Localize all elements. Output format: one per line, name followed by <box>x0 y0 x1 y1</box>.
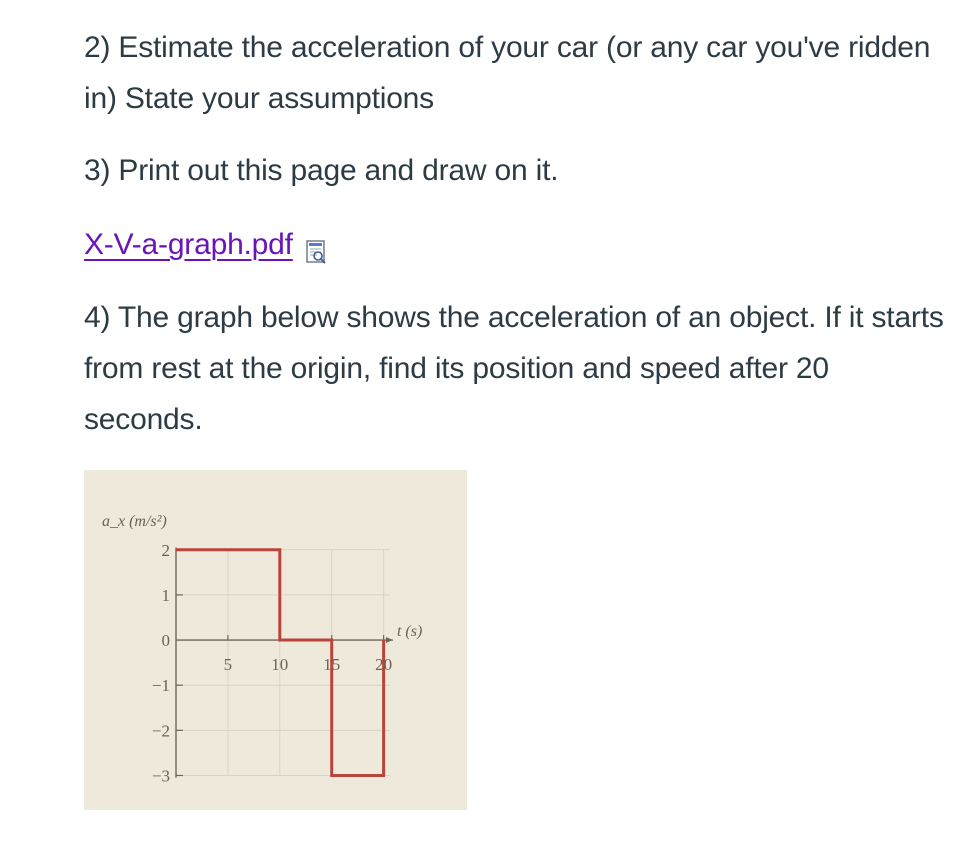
y-tick-label: 2 <box>161 540 170 560</box>
y-tick-label: 0 <box>161 631 170 651</box>
document-preview-icon[interactable] <box>305 231 329 259</box>
y-tick-label: −3 <box>151 766 170 786</box>
x-axis-label: t (s) <box>396 623 423 641</box>
x-tick-label: 10 <box>271 655 289 675</box>
question-4-text: 4) The graph below shows the acceleration of an object. If it starts from rest at the origin, find its position and speed after 20 seconds. <box>84 301 944 436</box>
file-attachment-row <box>84 219 944 270</box>
question-3-text: 3) Print out this page and draw on it. <box>84 154 559 187</box>
x-tick-label: 20 <box>375 655 393 675</box>
question-content <box>84 22 944 445</box>
y-axis-label: a_x (m/s²) <box>102 513 167 530</box>
x-tick-label: 5 <box>223 655 233 675</box>
pdf-file-link[interactable]: X-V-a-graph.pdf <box>84 228 293 261</box>
y-tick-label: −1 <box>151 676 170 696</box>
y-tick-label: −2 <box>151 721 170 741</box>
x-tick-label: 15 <box>323 655 341 675</box>
y-tick-label: 1 <box>161 585 170 605</box>
x-axis-arrow <box>386 637 393 643</box>
question-2-text: 2) Estimate the acceleration of your car (or any car you've ridden in) State your assumptions <box>84 31 931 115</box>
acceleration-graph <box>84 470 467 810</box>
